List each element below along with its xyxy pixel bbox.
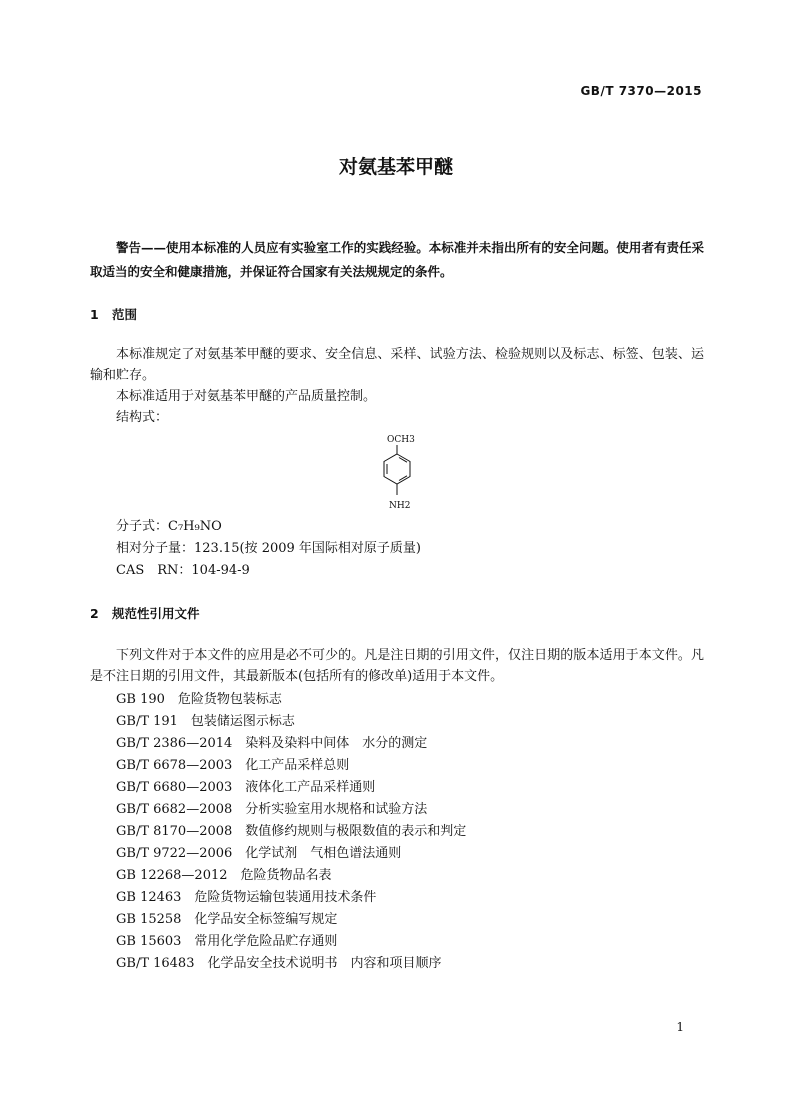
reference-item: GB/T 191 包装储运图示标志: [116, 714, 295, 729]
section-2-heading: [90, 604, 200, 622]
reference-item: GB/T 6680—2003 液体化工产品采样通则: [116, 780, 376, 795]
reference-item: GB 15258 化学品安全标签编写规定: [116, 912, 338, 927]
structure-bottom-group: NH2: [389, 501, 411, 511]
reference-item: GB/T 8170—2008 数值修约规则与极限数值的表示和判定: [116, 824, 467, 839]
references-intro: 下列文件对于本文件的应用是必不可少的。凡是注日期的引用文件，仅注日期的版本适用于本文件。凡是不注日期的引用文件，其最新版本(包括所有的修改单)适用于本文件。: [90, 648, 704, 684]
cas-number: CAS RN：104-94-9: [116, 563, 250, 578]
warning-text: 警告——使用本标准的人员应有实验室工作的实践经验。本标准并未指出所有的安全问题。使用者有责任采取适当的安全和健康措施，并保证符合国家有关法规规定的条件。: [90, 240, 704, 279]
reference-item: GB 12268—2012 危险货物品名表: [116, 868, 332, 883]
reference-item: GB/T 9722—2006 化学试剂 气相色谱法通则: [116, 846, 402, 861]
reference-item: GB/T 2386—2014 染料及染料中间体 水分的测定: [116, 736, 428, 751]
page-number: 1: [676, 1020, 684, 1034]
molecular-weight: 相对分子量：123.15(按 2009 年国际相对原子质量): [116, 541, 421, 556]
scope-paragraph-2: 本标准适用于对氨基苯甲醚的产品质量控制。: [116, 389, 377, 404]
reference-item: GB 190 危险货物包装标志: [116, 692, 282, 707]
molecular-formula: 分子式：C₇H₉NO: [116, 519, 222, 534]
section-1-number: 1: [90, 307, 99, 322]
standard-number: GB/T 7370—2015: [580, 84, 702, 98]
structure-label: 结构式：: [116, 410, 169, 425]
section-2-title: 规范性引用文件: [112, 606, 200, 621]
section-1-title: 范围: [112, 307, 138, 322]
reference-item: GB 15603 常用化学危险品贮存通则: [116, 934, 338, 949]
reference-item: GB/T 6678—2003 化工产品采样总则: [116, 758, 350, 773]
reference-item: GB/T 16483 化学品安全技术说明书 内容和项目顺序: [116, 956, 442, 971]
reference-item: GB 12463 危险货物运输包装通用技术条件: [116, 890, 377, 905]
section-1-heading: [90, 305, 137, 323]
structural-formula: [366, 428, 428, 514]
scope-paragraph-1: 本标准规定了对氨基苯甲醚的要求、安全信息、采样、试验方法、检验规则以及标志、标签、包装、运输和贮存。: [90, 347, 704, 383]
structure-top-group: OCH3: [387, 435, 415, 445]
document-title: 对氨基苯甲醚: [338, 156, 453, 178]
reference-item: GB/T 6682—2008 分析实验室用水规格和试验方法: [116, 802, 428, 817]
section-2-number: 2: [90, 606, 99, 621]
